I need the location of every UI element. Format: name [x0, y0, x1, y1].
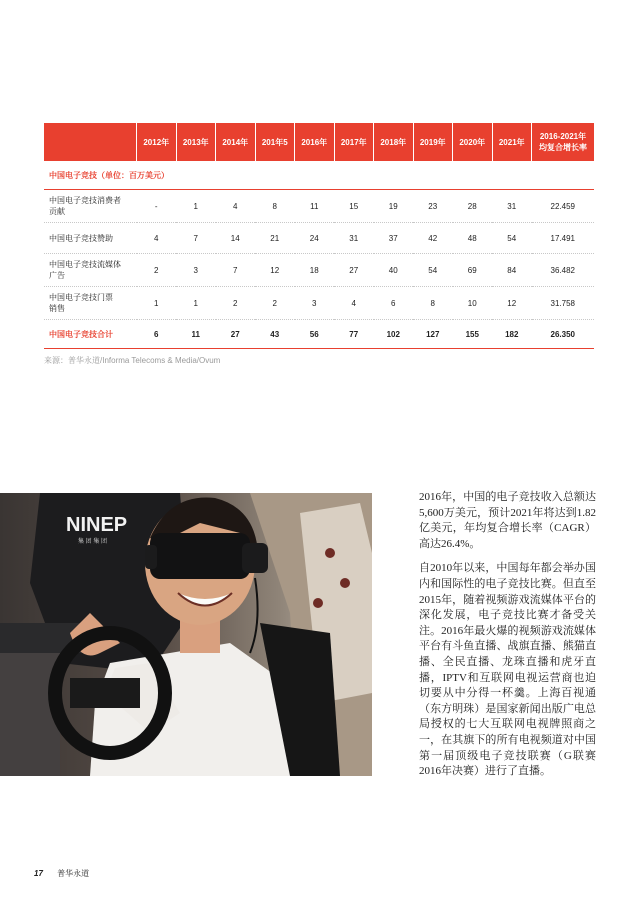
- col-header: 2013年: [176, 123, 216, 161]
- cell: 3: [176, 254, 216, 287]
- data-table: [44, 123, 594, 349]
- total-cell: 102: [374, 320, 414, 349]
- total-cell: 6: [137, 320, 177, 349]
- cell: 27: [334, 254, 374, 287]
- cell: 21: [255, 223, 295, 254]
- cell: 2: [216, 287, 256, 320]
- cagr-cell: 36.482: [532, 254, 595, 287]
- esports-revenue-table: [44, 123, 594, 349]
- col-header: 2019年: [413, 123, 453, 161]
- cell: 7: [176, 223, 216, 254]
- vr-gamer-photo: [0, 493, 372, 776]
- page-number: 17: [34, 869, 43, 878]
- table-row: [44, 254, 594, 287]
- total-row: [44, 320, 594, 349]
- total-cell: 182: [492, 320, 532, 349]
- row-label: 中国电子竞技赞助: [44, 223, 137, 254]
- cell: 24: [295, 223, 335, 254]
- cell: 7: [216, 254, 256, 287]
- total-cell: 56: [295, 320, 335, 349]
- cell: 10: [453, 287, 493, 320]
- cell: 12: [492, 287, 532, 320]
- cell: -: [137, 190, 177, 223]
- table-header-row: [44, 123, 594, 161]
- section-title-row: [44, 161, 594, 190]
- col-header: 2016年: [295, 123, 335, 161]
- col-header: 2014年: [216, 123, 256, 161]
- section-title: 中国电子竞技（单位：百万美元）: [44, 161, 594, 190]
- cell: 4: [137, 223, 177, 254]
- col-header: 2020年: [453, 123, 493, 161]
- cell: 31: [492, 190, 532, 223]
- total-cell: 127: [413, 320, 453, 349]
- cell: 6: [374, 287, 414, 320]
- col-header: 201年5: [255, 123, 295, 161]
- col-header: 2021年: [492, 123, 532, 161]
- row-label: 中国电子竞技流媒体 广告: [44, 254, 137, 287]
- cagr-cell: 31.758: [532, 287, 595, 320]
- cell: 15: [334, 190, 374, 223]
- total-cell: 27: [216, 320, 256, 349]
- cell: 1: [137, 287, 177, 320]
- footer-brand: 普华永道: [57, 869, 90, 878]
- article-text: [419, 490, 596, 789]
- cell: 4: [216, 190, 256, 223]
- total-cagr-cell: 26.350: [532, 320, 595, 349]
- photo-illustration: [0, 493, 372, 776]
- total-cell: 43: [255, 320, 295, 349]
- cagr-header-line: 均复合增长率: [539, 143, 587, 152]
- cell: 69: [453, 254, 493, 287]
- page-footer: [34, 868, 89, 879]
- cell: 37: [374, 223, 414, 254]
- total-cell: 155: [453, 320, 493, 349]
- cell: 1: [176, 190, 216, 223]
- paragraph: 自2010年以来，中国每年都会举办国内和国际性的电子竞技比赛。但直至2015年，随着视频游戏流媒体平台的深化发展，电子竞技比赛才备受关注。2016年最火爆的视频游戏流媒体平台有斗鱼直播、战旗直播、熊猫直播、全民直播、龙珠直播和虎牙直播，IPTV和互联网电视运营商也迫切要从中分得一杯羹。上海百视通（东方明珠）是国家新闻出版广电总局授权的七大互联网电视牌照商之一，在其旗下的所有电视频道对中国第一届顶级电子竞技联赛（G联赛2016年决赛）进行了直播。: [419, 562, 596, 778]
- table-row: [44, 190, 594, 223]
- cell: 19: [374, 190, 414, 223]
- row-label: 中国电子竞技门票 销售: [44, 287, 137, 320]
- cell: 42: [413, 223, 453, 254]
- cagr-header: [532, 123, 595, 161]
- cell: 54: [492, 223, 532, 254]
- cell: 31: [334, 223, 374, 254]
- cell: 84: [492, 254, 532, 287]
- cell: 23: [413, 190, 453, 223]
- cagr-header-line: 2016-2021年: [539, 132, 587, 141]
- total-cell: 11: [176, 320, 216, 349]
- cell: 8: [413, 287, 453, 320]
- shirt-logo: NINEP: [66, 514, 128, 536]
- cell: 11: [295, 190, 335, 223]
- row-label: 中国电子竞技消费者 贡献: [44, 190, 137, 223]
- cell: 18: [295, 254, 335, 287]
- cell: 28: [453, 190, 493, 223]
- cell: 3: [295, 287, 335, 320]
- table-row: [44, 223, 594, 254]
- paragraph: 2016年，中国的电子竞技收入总额达5,600万美元，预计2021年将达到1.82亿美元，年均复合增长率（CAGR）高达26.4%。: [419, 491, 596, 550]
- col-header: 2018年: [374, 123, 414, 161]
- total-label: 中国电子竞技合计: [44, 320, 137, 349]
- table-row: [44, 287, 594, 320]
- cagr-cell: 22.459: [532, 190, 595, 223]
- shirt-subtext: 集 团 集 团: [78, 539, 108, 545]
- cell: 4: [334, 287, 374, 320]
- col-header: 2012年: [137, 123, 177, 161]
- col-header: 2017年: [334, 123, 374, 161]
- cell: 8: [255, 190, 295, 223]
- total-cell: 77: [334, 320, 374, 349]
- cell: 1: [176, 287, 216, 320]
- cell: 48: [453, 223, 493, 254]
- header-blank: [44, 123, 137, 161]
- cagr-cell: 17.491: [532, 223, 595, 254]
- cell: 54: [413, 254, 453, 287]
- cell: 12: [255, 254, 295, 287]
- cell: 2: [255, 287, 295, 320]
- cell: 14: [216, 223, 256, 254]
- cell: 40: [374, 254, 414, 287]
- source-note: 来源：普华永道/Informa Telecoms & Media/Ovum: [44, 356, 221, 365]
- cell: 2: [137, 254, 177, 287]
